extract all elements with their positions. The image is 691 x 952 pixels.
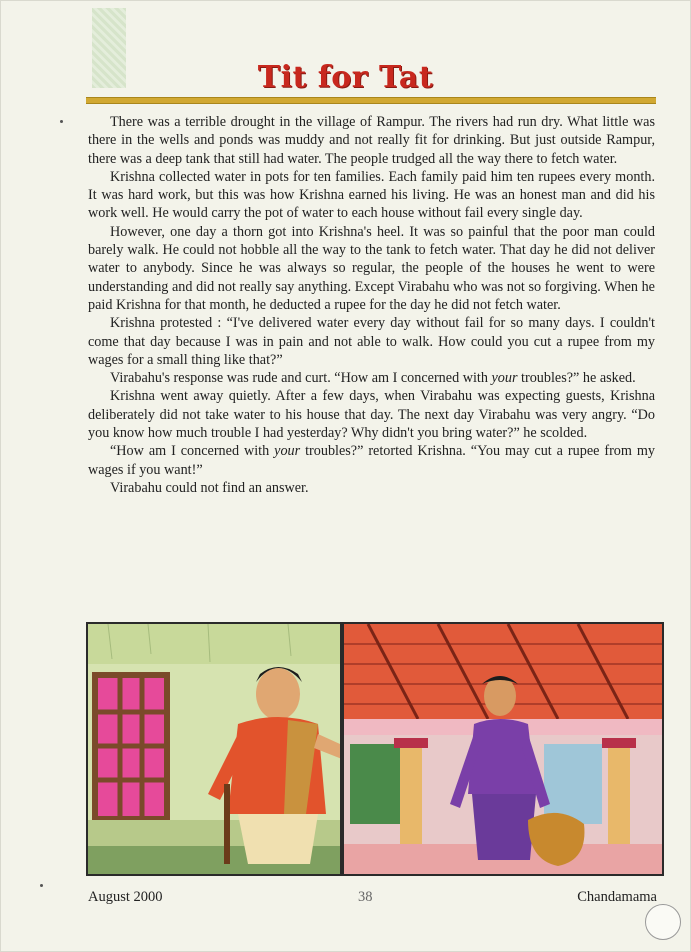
story-body bbox=[88, 113, 655, 497]
paragraph-3: However, one day a thorn got into Krishna's heel. It was so painful that the poor man could barely walk. He could not hobble all the way to the tank to fetch water. That day he did not deliver water to anybody. Since he was always so regular, the people of the houses he went to were understanding and did not really say anything. Except Virabahu who was not so forgiving. When he paid Krishna for that month, he deducted a rupee for the day he did not fetch water. bbox=[88, 223, 655, 313]
paragraph-7: “How am I concerned with your troubles?” retorted Krishna. “You may cut a rupee from my wages if you want!” bbox=[88, 443, 655, 478]
illustration-art bbox=[88, 624, 662, 874]
library-stamp bbox=[645, 904, 681, 940]
paragraph-4: Krishna protested : “I've delivered water every day without fail for so many days. I couldn't come that day because I was in pain and not able to walk. How could you cut a rupee from my wages for a small thing like that?” bbox=[88, 315, 655, 368]
story-title: Tit for Tat bbox=[257, 60, 434, 95]
paragraph-6: Krishna went away quietly. After a few days, when Virabahu was expecting guests, Krishna deliberately did not take water to his house that day. The next day Virabahu was very angry. “Do you know how much trouble I had yesterday? Why didn't you bring water?” he scolded. bbox=[88, 388, 655, 442]
footer-date: August 2000 bbox=[88, 889, 163, 905]
story-illustration bbox=[86, 622, 664, 876]
paragraph-8: Virabahu could not find an answer. bbox=[110, 479, 309, 496]
title-underline bbox=[86, 97, 656, 104]
paragraph-1: There was a terrible drought in the village of Rampur. The rivers had run dry. What little was there in the wells and ponds was muddy and not really fit for drinking. But just outside Rampur, there was a deep tank that still had water. The people trudged all the way there to fetch water. bbox=[88, 114, 655, 167]
paragraph-5: Virabahu's response was rude and curt. “How am I concerned with your troubles?” he asked. bbox=[110, 370, 636, 387]
paragraph-2: Krishna collected water in pots for ten families. Each family paid him ten rupees every month. It was hard work, but this was how Krishna earned his living. He was an honest man and did his work well. He would carry the pot of water to each house without fail every single day. bbox=[88, 168, 655, 222]
page-number: 38 bbox=[358, 889, 373, 905]
scan-speck bbox=[60, 120, 63, 123]
magazine-name: Chandamama bbox=[577, 889, 657, 905]
scan-speck bbox=[40, 884, 43, 887]
